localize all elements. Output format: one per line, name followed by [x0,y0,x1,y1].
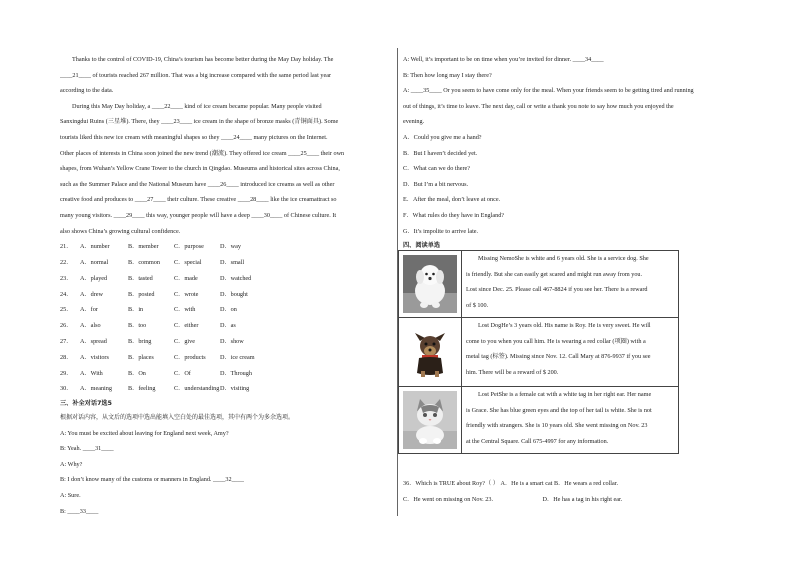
choice-item: A．Could you give me a hand? [403,133,482,141]
passage-line: such as the Summer Palace and the National Museum have ____26____ introduced ice creams as well as other [60,180,335,188]
option-a: A．With [80,369,103,377]
option-c: C．wrote [174,290,199,298]
ad-row-nemo [399,251,678,318]
passage-line: ____21____ of tourists reached 267 million. That was a big increase compared with the same period last year [60,71,332,79]
cloze-passage [60,52,390,239]
option-a: A．normal [80,258,109,266]
option-c: C．Of [174,369,191,377]
dialog-line: B: I don’t know many of the customs or manners in England. ____32____ [60,476,244,484]
option-a: A．also [80,322,101,330]
option-d: D．Through [220,369,252,377]
question-stem: 36．Which is TRUE about Roy?（ ） [403,480,499,487]
dialog-line: evening. [403,118,425,126]
passage-line: Other places of interests in China soon joined the new trend (潮流). They offered ice cream ____25____ their own [60,149,345,157]
option-a: A．He is a smart cat [500,480,553,487]
section-heading: 三、补全对话7选5 [60,400,112,408]
option-d: D．visiting [220,385,250,393]
ad-line: at the Central Square. Call 675-4997 for any information. [466,437,609,445]
passage-line: During this May Day holiday, a ____22____ kind of ice cream became popular. Many people visited [72,102,322,110]
ad-line: Lost since Dec. 25. Please call 467-8824 if you see her. There is a reward [466,286,648,294]
option-a: A．visitors [80,353,109,361]
option-d: D．way [220,243,241,251]
choice-item: D．But I’m a bit nervous. [403,180,469,188]
question-number: 28． [60,353,73,361]
option-row-27 [60,334,390,350]
option-d: D．ice cream [220,353,255,361]
dialog-line: A: ____35____ Or you seem to have come only for the meal. When your friends seem to be getting tired and running [403,87,694,95]
option-d: D．watched [220,274,252,282]
question-number: 29． [60,369,73,377]
ad-line: him. There will be a reward of $ 200. [466,368,559,376]
choice-item: B．But I haven’t decided yet. [403,149,478,157]
question-number: 22． [60,258,73,266]
option-row-21 [60,239,390,255]
option-b: B．posted [128,290,155,298]
passage-line: according to the data. [60,87,114,95]
option-d: D．He has a tag in his right ear. [542,495,623,503]
option-c: C．give [174,337,195,345]
option-row-22 [60,255,390,271]
ad-line: Lost PetShe is a female cat with a white tag in her right ear. Her name [478,391,652,398]
option-c: C．with [174,306,196,314]
question-number: 26． [60,322,73,330]
passage-line: also shows China’s growing cultural confidence. [60,227,181,235]
question-36 [403,476,733,507]
question-36-line [403,492,733,508]
ad-picture-cell [399,318,462,386]
question-36-line [403,476,733,492]
option-a: A．meaning [80,385,112,393]
question-number: 27． [60,337,73,345]
option-b: B．feeling [128,385,156,393]
ad-picture-cell [399,387,462,453]
choice-item: F．What rules do they have in England? [403,211,505,219]
option-c: C．special [174,258,202,266]
option-a: A．drew [80,290,104,298]
option-a: A．played [80,274,108,282]
option-d: D．as [220,322,236,330]
ad-row-roy [399,318,678,387]
option-d: D．bought [220,290,248,298]
passage-line: Thanks to the control of COVID-19, China’s tourism has become better during the May Day holiday. The [72,56,334,63]
question-number: 24． [60,290,73,298]
option-b: B．in [128,306,144,314]
choice-item: G．It’s impolite to arrive late. [403,227,479,235]
option-row-26 [60,318,390,334]
choice-item: C．What can we do there? [403,165,471,173]
yorkie-dog-icon [403,323,457,381]
option-b: B．tasted [128,274,153,282]
passage-line: tourists liked this new ice cream with meaningful shapes so they ____24____ many pictures on the Internet. [60,133,328,141]
option-row-30 [60,381,390,397]
ad-line: come to you when you call him. He is wearing a red collar (项圈) with a [466,337,646,345]
ad-line: friendly with strangers. She is 10 years old. She went missing on Nov. 23 [466,422,648,430]
option-a: A．number [80,243,110,251]
dialog-line: B: Yeah. ____31____ [60,445,114,453]
passage-line: many young visitors. ____29____ this way, younger people will have a deep ____30____ of Chinese culture. It [60,211,337,219]
option-row-23 [60,271,390,287]
ad-text-cell [462,251,678,317]
passage-line: creative food and produces to ____27____ their culture. These creative ____28____ like the ice creamattract so [60,196,337,204]
option-b: B．On [128,369,146,377]
option-b: B．member [128,243,159,251]
option-row-25 [60,302,390,318]
section-instruction: 根据对话内容，从文后的选项中选出能填入空白处的最佳选项，其中有两个为多余选项。 [60,414,295,422]
cloze-options [60,239,390,397]
ad-text-cell [462,318,678,386]
dialog-line: A: Why? [60,460,83,468]
question-number: 30． [60,385,73,393]
dialog-line: B: ____33____ [60,507,99,515]
option-c: C．either [174,322,199,330]
option-row-29 [60,366,390,382]
kitten-icon [403,391,457,449]
option-c: C．He went on missing on Nov. 23. [403,495,494,503]
white-puppy-icon [403,255,457,313]
option-a: A．for [80,306,98,314]
dialog-line: A: Well, it’s important to be on time when you’re invited for dinner. ____34____ [403,56,604,63]
ad-line: of $ 100. [466,301,489,309]
ad-line: Missing NemoShe is white and 6 years old. She is a service dog. She [478,255,649,262]
choice-item: E．After the meal, don’t leave at once. [403,196,501,204]
passage-line: shapes, from Wuhan’s Yellow Crane Tower to the church in Qingdao. Museums and historical sites across China, [60,165,340,173]
ad-picture-cell [399,251,462,317]
option-row-24 [60,287,390,303]
option-c: C．products [174,353,206,361]
dialog-line: A: You must be excited about leaving for England next week, Amy? [60,429,229,437]
option-b: B．too [128,322,147,330]
question-number: 25． [60,306,73,314]
ad-row-grace [399,387,678,453]
question-number: 23． [60,274,73,282]
option-a: A．spread [80,337,107,345]
ad-line: Lost DogHe’s 3 years old. His name is Roy. He is very sweet. He will [478,322,651,329]
ad-line: metal tag (标签). Missing since Nov. 12. Call Mary at 876-9937 if you see [466,353,651,361]
option-b: B．He wears a red collar. [553,480,619,487]
lost-pets-table [398,250,679,454]
dialog-line: out of things, it’s time to leave. The next day, call or write a thank you note to say how much you enjoyed the [403,102,674,110]
right-column [403,52,733,252]
ad-text-cell [462,387,678,453]
passage-line: Sanxingdui Ruins (三星堆). There, they ____23____ ice cream in the shape of bronze masks (青铜面具). Some [60,118,339,126]
option-c: C．made [174,274,198,282]
option-row-28 [60,350,390,366]
option-d: D．on [220,306,237,314]
dialog-line: A: Sure. [60,492,81,500]
left-column [60,52,390,519]
ad-line: is friendly. But she can easily get scared and might run away from you. [466,270,643,278]
option-b: B．common [128,258,160,266]
option-c: C．understanding [174,385,220,393]
section-heading: 四、阅读单选 [403,242,441,250]
option-b: B．places [128,353,154,361]
dialog-line: B: Then how long may I stay there? [403,71,492,79]
option-b: B．bring [128,337,152,345]
question-number: 21． [60,243,73,251]
option-c: C．purpose [174,243,204,251]
option-d: D．small [220,258,245,266]
ad-line: is Grace. She has blue green eyes and the top of her tail is white. She is not [466,406,652,414]
option-d: D．show [220,337,244,345]
